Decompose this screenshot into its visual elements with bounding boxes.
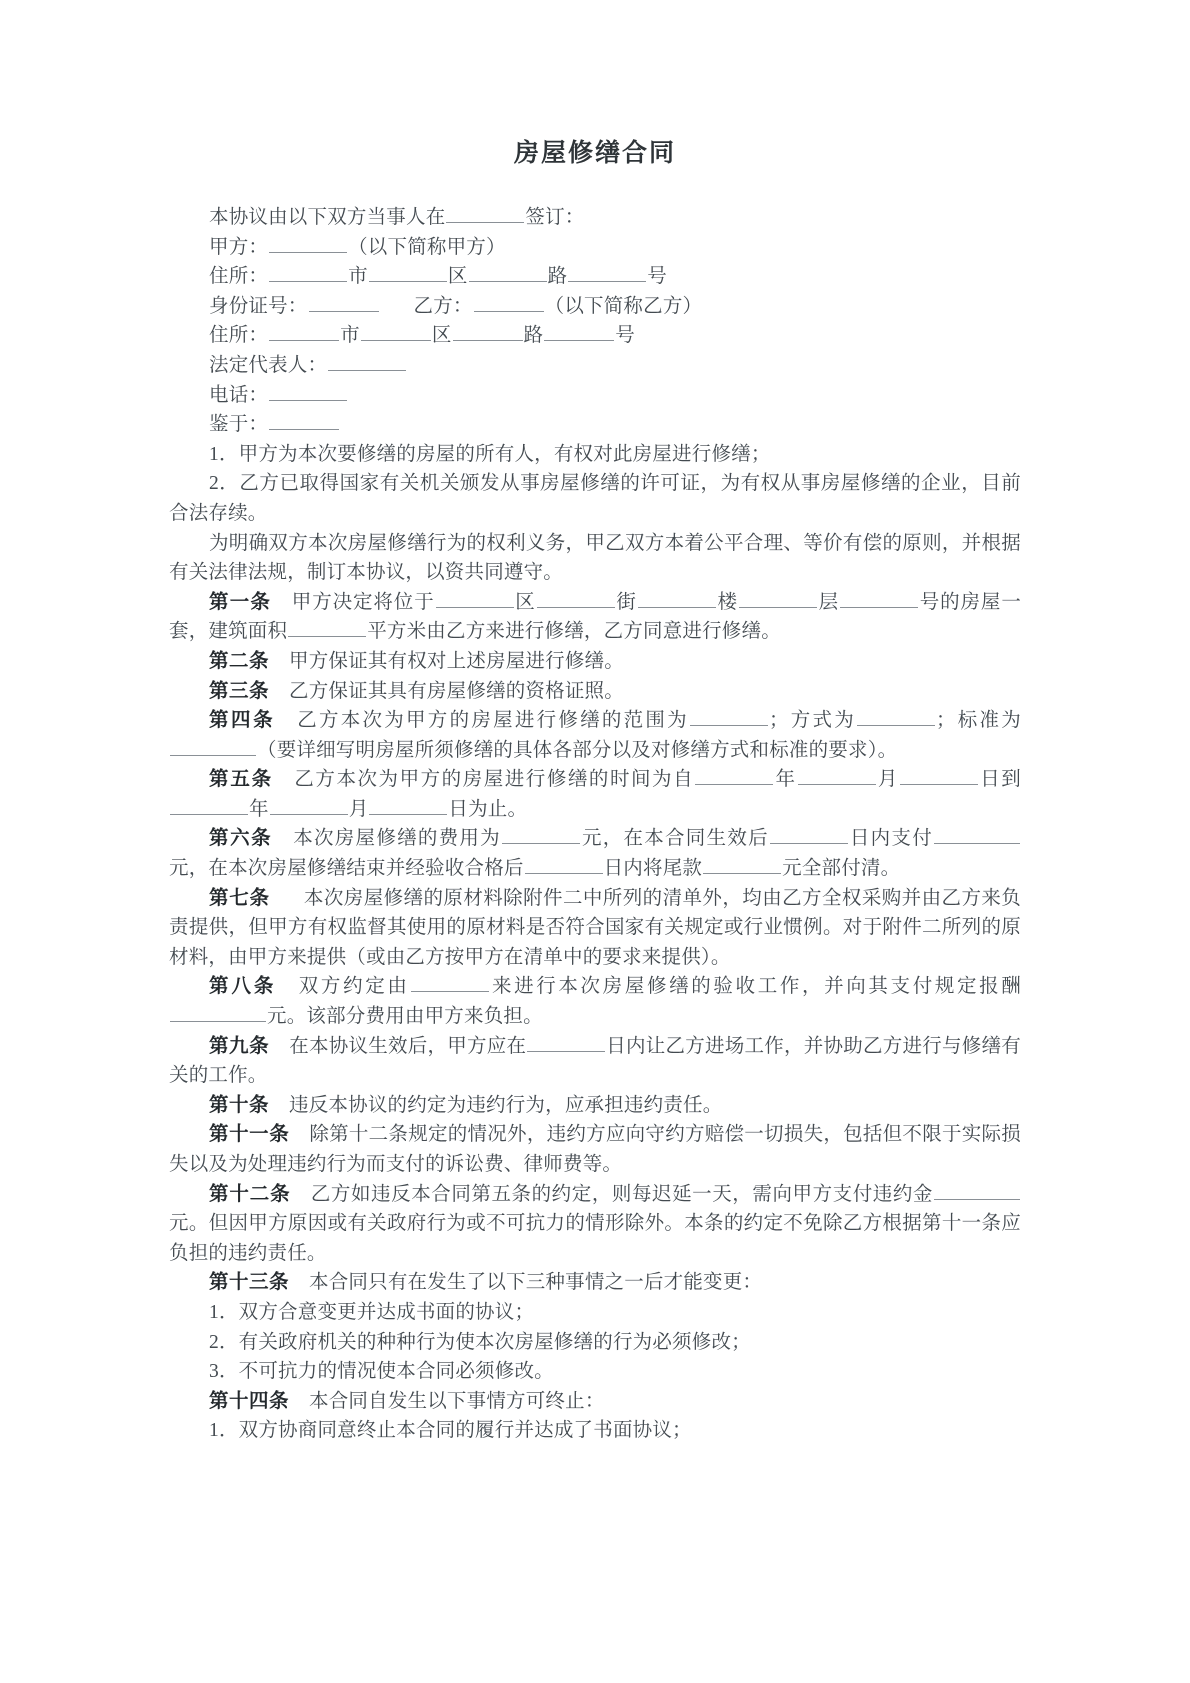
article-13-text: 本合同只有在发生了以下三种事情之一后才能变更： bbox=[309, 1272, 763, 1294]
blank-a1-street[interactable] bbox=[537, 588, 615, 608]
addr-road-a: 路 bbox=[547, 266, 568, 288]
article-6-seg-4: 日内将尾款 bbox=[603, 858, 703, 880]
article-number: 第十条 bbox=[209, 1094, 270, 1116]
preamble-id-and-party-b-line bbox=[169, 292, 1021, 322]
article-number: 第三条 bbox=[209, 680, 270, 702]
article-6-seg-1: 元，在本合同生效后 bbox=[580, 828, 769, 850]
blank-a-road[interactable] bbox=[469, 263, 547, 283]
article-14-text: 本合同自发生以下事情方可终止： bbox=[309, 1390, 605, 1412]
article-4-seg-0: 乙方本次为甲方的房屋进行修缮的范围为 bbox=[295, 710, 689, 732]
article-14-item: 1．双方协商同意终止本合同的履行并达成了书面协议； bbox=[209, 1420, 692, 1442]
article-9-seg-0: 在本协议生效后，甲方应在 bbox=[289, 1035, 527, 1057]
blank-a6-days-after-effective[interactable] bbox=[770, 825, 848, 845]
article-number: 第六条 bbox=[209, 828, 273, 850]
blank-a4-standard[interactable] bbox=[170, 736, 256, 756]
blank-a1-building[interactable] bbox=[638, 588, 716, 608]
article-number: 第二条 bbox=[209, 650, 270, 672]
blank-legal-rep[interactable] bbox=[328, 351, 406, 371]
blank-a6-first-payment[interactable] bbox=[934, 825, 1020, 845]
article-number: 第八条 bbox=[209, 976, 277, 998]
preamble-phone-line bbox=[169, 381, 1021, 411]
article-6-seg-2: 日内支付 bbox=[848, 828, 933, 850]
blank-a4-method[interactable] bbox=[857, 707, 935, 727]
article-13-item: 2．有关政府机关的种种行为使本次房屋修缮的行为必须修改； bbox=[209, 1331, 751, 1353]
article-number: 第十一条 bbox=[209, 1124, 290, 1146]
article-4 bbox=[169, 706, 1021, 765]
document-body bbox=[169, 169, 1021, 1446]
article-1 bbox=[169, 588, 1021, 647]
article-number: 第十四条 bbox=[209, 1390, 290, 1412]
article-13-item: 3．不可抗力的情况使本合同必须修改。 bbox=[209, 1361, 554, 1383]
article-number: 第四条 bbox=[209, 710, 276, 732]
blank-a9-entry-days[interactable] bbox=[527, 1032, 605, 1052]
blank-a-city[interactable] bbox=[269, 263, 347, 283]
article-10-text: 违反本协议的约定为违约行为，应承担违约责任。 bbox=[289, 1094, 723, 1116]
blank-a6-days-after-acceptance[interactable] bbox=[525, 855, 603, 875]
article-12-seg-0: 乙方如违反本合同第五条的约定，则每迟延一天，需向甲方支付违约金 bbox=[310, 1183, 933, 1205]
article-6-seg-0: 本次房屋修缮的费用为 bbox=[292, 828, 501, 850]
address-label-b: 住所： bbox=[209, 325, 269, 347]
article-5-seg-2: 月 bbox=[876, 769, 899, 791]
article-5-seg-6: 日为止。 bbox=[448, 798, 528, 820]
id-label: 身份证号： bbox=[209, 295, 308, 317]
article-4-seg-3: （要详细写明房屋所须修缮的具体各部分以及对修缮方式和标准的要求）。 bbox=[257, 739, 898, 761]
blank-signing-place[interactable] bbox=[446, 203, 524, 223]
article-5-seg-5: 月 bbox=[348, 798, 369, 820]
blank-party-b-name[interactable] bbox=[474, 292, 544, 312]
article-2 bbox=[169, 647, 1021, 677]
blank-a1-area[interactable] bbox=[288, 618, 366, 638]
blank-a8-remuneration[interactable] bbox=[170, 1003, 266, 1023]
article-number: 第十二条 bbox=[209, 1183, 291, 1205]
article-1-seg-5: 号的房屋一套，建筑面积 bbox=[169, 591, 1022, 643]
blank-a1-floor[interactable] bbox=[739, 588, 817, 608]
article-14 bbox=[169, 1387, 1021, 1417]
article-1-seg-3: 楼 bbox=[716, 591, 738, 613]
article-number: 第五条 bbox=[209, 769, 274, 791]
blank-phone[interactable] bbox=[269, 381, 347, 401]
phone-label: 电话： bbox=[209, 384, 269, 406]
article-number: 第十三条 bbox=[209, 1272, 290, 1294]
purpose-paragraph: 为明确双方本次房屋修缮行为的权利义务，甲乙双方本着公平合理、等价有偿的原则，并根据有关法律法规，制订本协议，以资共同遵守。 bbox=[169, 532, 1021, 584]
blank-b-city[interactable] bbox=[269, 322, 339, 342]
article-12-seg-1: 元。但因甲方原因或有关政府行为或不可抗力的情形除外。本条的约定不免除乙方根据第十一条应负担的违约责任。 bbox=[169, 1213, 1021, 1264]
party-a-note: （以下简称甲方） bbox=[348, 236, 506, 258]
blank-b-district[interactable] bbox=[361, 322, 431, 342]
article-13 bbox=[169, 1268, 1021, 1298]
article-6-seg-5: 元全部付清。 bbox=[782, 858, 901, 880]
page-title: 房屋修缮合同 bbox=[513, 140, 676, 167]
article-11-text: 除第十二条规定的情况外，违约方应向守约方赔偿一切损失，包括但不限于实际损失以及为处理违约行为而支付的诉讼费、律师费等。 bbox=[169, 1124, 1021, 1175]
blank-id-number[interactable] bbox=[309, 292, 379, 312]
article-5-seg-0: 乙方本次为甲方的房屋进行修缮的时间为自 bbox=[293, 769, 695, 791]
preamble-party-b-address-line bbox=[169, 321, 1021, 351]
preamble-party-a-line bbox=[169, 233, 1021, 263]
article-8-seg-2: 元。该部分费用由甲方来负担。 bbox=[267, 1006, 543, 1028]
article-1-seg-4: 层 bbox=[817, 591, 840, 613]
addr-road-b: 路 bbox=[523, 325, 544, 347]
article-9-seg-1: 日内让乙方进场工作，并协助乙方进行与修缮有关的工作。 bbox=[169, 1035, 1021, 1087]
article-7-text: 本次房屋修缮的原材料除附件二中所列的清单外，均由乙方全权采购并由乙方来负责提供，但甲方有权监督其使用的原材料是否符合国家有关规定或行业惯例。对于附件二所列的原材料，由甲方来提供（或由乙方按甲方在清单中的要求来提供）。 bbox=[169, 887, 1021, 968]
blank-b-road[interactable] bbox=[453, 322, 523, 342]
blank-a5-end-day[interactable] bbox=[369, 795, 447, 815]
address-label-a: 住所： bbox=[209, 266, 269, 288]
party-a-label: 甲方： bbox=[209, 236, 269, 258]
article-6 bbox=[169, 824, 1021, 883]
article-4-seg-2: ；标准为 bbox=[935, 710, 1021, 732]
addr-city-a: 市 bbox=[348, 266, 368, 288]
whereas-label: 鉴于： bbox=[209, 414, 269, 436]
addr-district-a: 区 bbox=[447, 266, 468, 288]
article-3-text: 乙方保证其具有房屋修缮的资格证照。 bbox=[289, 680, 624, 702]
preamble-whereas-line bbox=[169, 410, 1021, 440]
article-7 bbox=[169, 884, 1021, 973]
article-5-seg-3: 日到 bbox=[978, 769, 1022, 791]
blank-a5-start-day[interactable] bbox=[900, 766, 978, 786]
article-1-seg-6: 平方米由乙方来进行修缮，乙方同意进行修缮。 bbox=[367, 621, 781, 643]
blank-a5-end-month[interactable] bbox=[270, 795, 348, 815]
blank-a-district[interactable] bbox=[369, 263, 447, 283]
preamble-intro-a: 本协议由以下双方当事人在 bbox=[209, 207, 446, 228]
article-number: 第一条 bbox=[209, 591, 272, 613]
preamble-legal-rep-line bbox=[169, 351, 1021, 381]
blank-a5-end-year[interactable] bbox=[170, 795, 248, 815]
blank-a8-inspector[interactable] bbox=[411, 973, 489, 993]
blank-a4-scope[interactable] bbox=[690, 707, 768, 727]
recital-item: 1．甲方为本次要修缮的房屋的所有人，有权对此房屋进行修缮； bbox=[209, 443, 771, 465]
article-8-seg-0: 双方约定由 bbox=[296, 976, 410, 998]
article-5-seg-4: 年 bbox=[249, 798, 269, 820]
article-1-seg-1: 区 bbox=[514, 591, 536, 613]
blank-a6-total-fee[interactable] bbox=[502, 825, 580, 845]
article-4-seg-1: ；方式为 bbox=[768, 710, 856, 732]
blank-whereas[interactable] bbox=[269, 411, 339, 431]
preamble-party-a-address-line bbox=[169, 262, 1021, 292]
blank-b-number[interactable] bbox=[544, 322, 614, 342]
article-1-seg-2: 街 bbox=[615, 591, 637, 613]
addr-number-b: 号 bbox=[615, 325, 635, 347]
blank-a6-final-payment[interactable] bbox=[703, 855, 781, 875]
blank-a1-number[interactable] bbox=[840, 588, 918, 608]
blank-a1-district[interactable] bbox=[436, 588, 514, 608]
addr-city-b: 市 bbox=[340, 325, 360, 347]
article-5 bbox=[169, 765, 1021, 824]
party-b-note: （以下简称乙方） bbox=[544, 295, 703, 317]
blank-party-a-name[interactable] bbox=[269, 233, 347, 253]
article-8-seg-1: 来进行本次房屋修缮的验收工作，并向其支付规定报酬 bbox=[489, 976, 1021, 998]
blank-a5-start-year[interactable] bbox=[695, 766, 773, 786]
article-10 bbox=[169, 1091, 1021, 1121]
article-9 bbox=[169, 1032, 1021, 1091]
article-13-item: 1．双方合意变更并达成书面的协议； bbox=[209, 1301, 535, 1323]
article-11 bbox=[169, 1120, 1021, 1179]
preamble-signing-line bbox=[169, 203, 1021, 233]
article-6-seg-3: 元，在本次房屋修缮结束并经验收合格后 bbox=[169, 858, 524, 880]
article-number: 第七条 bbox=[209, 887, 270, 909]
addr-district-b: 区 bbox=[431, 325, 452, 347]
article-number: 第九条 bbox=[209, 1035, 270, 1057]
blank-a12-penalty[interactable] bbox=[934, 1180, 1020, 1200]
blank-a5-start-month[interactable] bbox=[798, 766, 876, 786]
article-5-seg-1: 年 bbox=[774, 769, 797, 791]
addr-number-a: 号 bbox=[647, 266, 667, 288]
blank-a-number[interactable] bbox=[568, 263, 646, 283]
article-3 bbox=[169, 677, 1021, 707]
article-2-text: 甲方保证其有权对上述房屋进行修缮。 bbox=[289, 650, 624, 672]
article-12 bbox=[169, 1180, 1021, 1269]
recital-item: 2．乙方已取得国家有关机关颁发从事房屋修缮的许可证，为有权从事房屋修缮的企业，目前合法存续。 bbox=[169, 473, 1021, 524]
party-b-label: 乙方： bbox=[413, 295, 473, 317]
preamble-intro-b: 签订： bbox=[525, 207, 585, 228]
article-8 bbox=[169, 972, 1021, 1031]
legal-rep-label: 法定代表人： bbox=[209, 354, 328, 376]
article-1-seg-0: 甲方决定将位于 bbox=[291, 591, 435, 613]
